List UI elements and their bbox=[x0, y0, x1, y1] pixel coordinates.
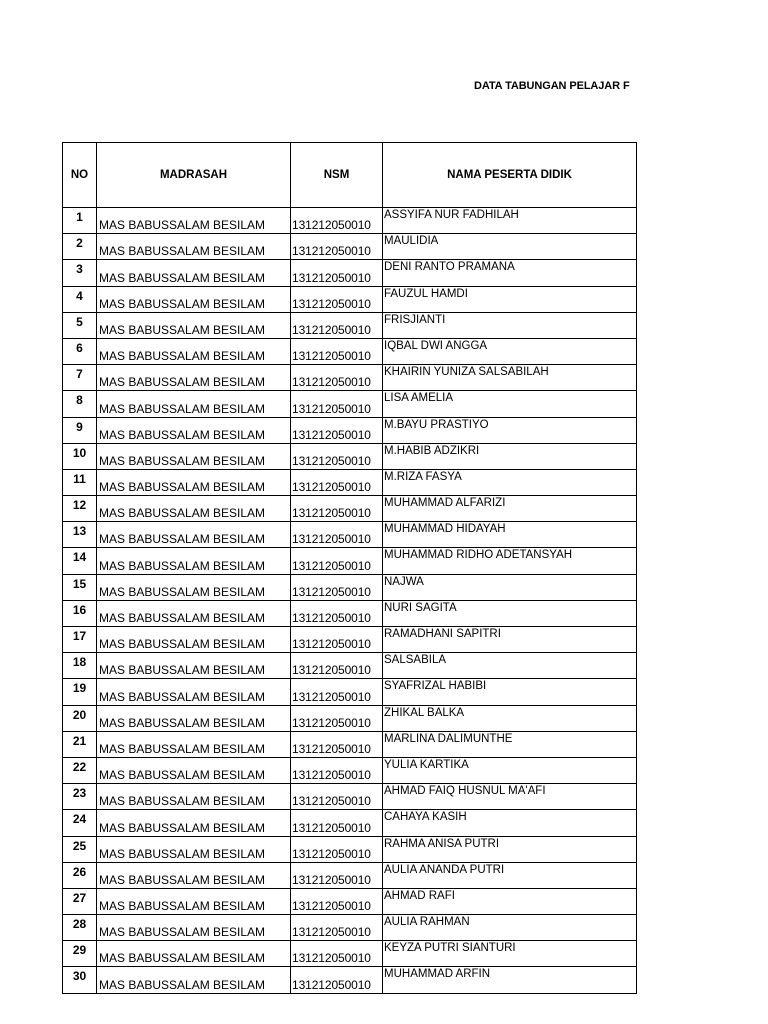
cell-madrasah: MAS BABUSSALAM BESILAM bbox=[97, 627, 291, 653]
cell-nsm: 131212050010 bbox=[291, 757, 383, 783]
table-row bbox=[63, 862, 637, 888]
cell-nsm: 131212050010 bbox=[291, 548, 383, 574]
cell-no: 16 bbox=[63, 600, 97, 626]
cell-madrasah: MAS BABUSSALAM BESILAM bbox=[97, 391, 291, 417]
cell-nama: SYAFRIZAL HABIBI bbox=[383, 679, 637, 705]
cell-nama: AULIA ANANDA PUTRI bbox=[383, 862, 637, 888]
cell-nama: IQBAL DWI ANGGA bbox=[383, 338, 637, 364]
cell-nsm: 131212050010 bbox=[291, 627, 383, 653]
table-row bbox=[63, 600, 637, 626]
cell-no: 8 bbox=[63, 391, 97, 417]
table-row bbox=[63, 234, 637, 260]
cell-nama: ASSYIFA NUR FADHILAH bbox=[383, 208, 637, 234]
cell-nama: RAMADHANI SAPITRI bbox=[383, 627, 637, 653]
cell-nsm: 131212050010 bbox=[291, 784, 383, 810]
document-title: DATA TABUNGAN PELAJAR F bbox=[474, 80, 630, 92]
cell-nama: M.RIZA FASYA bbox=[383, 469, 637, 495]
table-row bbox=[63, 496, 637, 522]
cell-nama: AHMAD RAFI bbox=[383, 888, 637, 914]
table-row bbox=[63, 810, 637, 836]
cell-madrasah: MAS BABUSSALAM BESILAM bbox=[97, 862, 291, 888]
cell-no: 6 bbox=[63, 338, 97, 364]
cell-madrasah: MAS BABUSSALAM BESILAM bbox=[97, 600, 291, 626]
cell-nsm: 131212050010 bbox=[291, 653, 383, 679]
cell-nama: MUHAMMAD RIDHO ADETANSYAH bbox=[383, 548, 637, 574]
cell-nama: LISA AMELIA bbox=[383, 391, 637, 417]
cell-nama: MARLINA DALIMUNTHE bbox=[383, 731, 637, 757]
cell-madrasah: MAS BABUSSALAM BESILAM bbox=[97, 915, 291, 941]
cell-madrasah: MAS BABUSSALAM BESILAM bbox=[97, 574, 291, 600]
cell-nsm: 131212050010 bbox=[291, 260, 383, 286]
table-row bbox=[63, 260, 637, 286]
cell-madrasah: MAS BABUSSALAM BESILAM bbox=[97, 443, 291, 469]
cell-nsm: 131212050010 bbox=[291, 941, 383, 967]
cell-nama: M.HABIB ADZIKRI bbox=[383, 443, 637, 469]
table-row bbox=[63, 888, 637, 914]
cell-madrasah: MAS BABUSSALAM BESILAM bbox=[97, 679, 291, 705]
cell-nama: SALSABILA bbox=[383, 653, 637, 679]
cell-nsm: 131212050010 bbox=[291, 417, 383, 443]
cell-nsm: 131212050010 bbox=[291, 679, 383, 705]
table-row bbox=[63, 443, 637, 469]
table-row bbox=[63, 548, 637, 574]
table-row bbox=[63, 627, 637, 653]
cell-nsm: 131212050010 bbox=[291, 862, 383, 888]
cell-nama: KHAIRIN YUNIZA SALSABILAH bbox=[383, 365, 637, 391]
cell-madrasah: MAS BABUSSALAM BESILAM bbox=[97, 469, 291, 495]
cell-madrasah: MAS BABUSSALAM BESILAM bbox=[97, 836, 291, 862]
cell-nsm: 131212050010 bbox=[291, 731, 383, 757]
cell-nsm: 131212050010 bbox=[291, 574, 383, 600]
cell-nsm: 131212050010 bbox=[291, 234, 383, 260]
table-row bbox=[63, 967, 637, 993]
cell-nsm: 131212050010 bbox=[291, 391, 383, 417]
cell-no: 1 bbox=[63, 208, 97, 234]
cell-madrasah: MAS BABUSSALAM BESILAM bbox=[97, 260, 291, 286]
cell-no: 14 bbox=[63, 548, 97, 574]
cell-madrasah: MAS BABUSSALAM BESILAM bbox=[97, 312, 291, 338]
cell-madrasah: MAS BABUSSALAM BESILAM bbox=[97, 417, 291, 443]
table-row bbox=[63, 417, 637, 443]
cell-madrasah: MAS BABUSSALAM BESILAM bbox=[97, 705, 291, 731]
cell-no: 23 bbox=[63, 784, 97, 810]
cell-madrasah: MAS BABUSSALAM BESILAM bbox=[97, 784, 291, 810]
table-row bbox=[63, 941, 637, 967]
cell-madrasah: MAS BABUSSALAM BESILAM bbox=[97, 365, 291, 391]
cell-no: 11 bbox=[63, 469, 97, 495]
cell-no: 26 bbox=[63, 862, 97, 888]
cell-no: 13 bbox=[63, 522, 97, 548]
cell-nama: M.BAYU PRASTIYO bbox=[383, 417, 637, 443]
table-row bbox=[63, 574, 637, 600]
cell-nama: NURI SAGITA bbox=[383, 600, 637, 626]
cell-nama: AULIA RAHMAN bbox=[383, 915, 637, 941]
cell-no: 30 bbox=[63, 967, 97, 993]
table-row bbox=[63, 836, 637, 862]
cell-nsm: 131212050010 bbox=[291, 286, 383, 312]
cell-no: 21 bbox=[63, 731, 97, 757]
header-nama-peserta-didik: NAMA PESERTA DIDIK bbox=[383, 143, 637, 208]
table-body bbox=[63, 208, 637, 994]
table-row bbox=[63, 208, 637, 234]
table-row bbox=[63, 312, 637, 338]
cell-madrasah: MAS BABUSSALAM BESILAM bbox=[97, 810, 291, 836]
cell-no: 19 bbox=[63, 679, 97, 705]
header-no: NO bbox=[63, 143, 97, 208]
cell-no: 12 bbox=[63, 496, 97, 522]
cell-nama: CAHAYA KASIH bbox=[383, 810, 637, 836]
table-row bbox=[63, 365, 637, 391]
table-row bbox=[63, 338, 637, 364]
cell-madrasah: MAS BABUSSALAM BESILAM bbox=[97, 522, 291, 548]
cell-nsm: 131212050010 bbox=[291, 967, 383, 993]
cell-nsm: 131212050010 bbox=[291, 496, 383, 522]
cell-nsm: 131212050010 bbox=[291, 208, 383, 234]
cell-nama: NAJWA bbox=[383, 574, 637, 600]
cell-no: 2 bbox=[63, 234, 97, 260]
cell-madrasah: MAS BABUSSALAM BESILAM bbox=[97, 234, 291, 260]
cell-no: 28 bbox=[63, 915, 97, 941]
cell-no: 9 bbox=[63, 417, 97, 443]
table-row bbox=[63, 679, 637, 705]
cell-nsm: 131212050010 bbox=[291, 338, 383, 364]
cell-no: 18 bbox=[63, 653, 97, 679]
cell-nsm: 131212050010 bbox=[291, 888, 383, 914]
cell-madrasah: MAS BABUSSALAM BESILAM bbox=[97, 208, 291, 234]
cell-nama: RAHMA ANISA PUTRI bbox=[383, 836, 637, 862]
cell-no: 24 bbox=[63, 810, 97, 836]
table-row bbox=[63, 731, 637, 757]
cell-no: 29 bbox=[63, 941, 97, 967]
cell-no: 17 bbox=[63, 627, 97, 653]
cell-nama: KEYZA PUTRI SIANTURI bbox=[383, 941, 637, 967]
cell-nsm: 131212050010 bbox=[291, 915, 383, 941]
cell-madrasah: MAS BABUSSALAM BESILAM bbox=[97, 941, 291, 967]
table-row bbox=[63, 391, 637, 417]
cell-no: 10 bbox=[63, 443, 97, 469]
cell-nama: MUHAMMAD ALFARIZI bbox=[383, 496, 637, 522]
table-row bbox=[63, 653, 637, 679]
table-row bbox=[63, 757, 637, 783]
table-row bbox=[63, 286, 637, 312]
cell-nsm: 131212050010 bbox=[291, 705, 383, 731]
table-row bbox=[63, 784, 637, 810]
table-header-row bbox=[63, 143, 637, 208]
cell-nsm: 131212050010 bbox=[291, 836, 383, 862]
cell-madrasah: MAS BABUSSALAM BESILAM bbox=[97, 731, 291, 757]
cell-no: 22 bbox=[63, 757, 97, 783]
header-nsm: NSM bbox=[291, 143, 383, 208]
cell-nsm: 131212050010 bbox=[291, 600, 383, 626]
cell-no: 4 bbox=[63, 286, 97, 312]
cell-nama: FAUZUL HAMDI bbox=[383, 286, 637, 312]
table-row bbox=[63, 915, 637, 941]
cell-madrasah: MAS BABUSSALAM BESILAM bbox=[97, 757, 291, 783]
table-row bbox=[63, 522, 637, 548]
cell-madrasah: MAS BABUSSALAM BESILAM bbox=[97, 338, 291, 364]
cell-no: 15 bbox=[63, 574, 97, 600]
cell-nama: MUHAMMAD ARFIN bbox=[383, 967, 637, 993]
student-table bbox=[62, 142, 637, 994]
cell-madrasah: MAS BABUSSALAM BESILAM bbox=[97, 967, 291, 993]
cell-nsm: 131212050010 bbox=[291, 522, 383, 548]
cell-nsm: 131212050010 bbox=[291, 469, 383, 495]
cell-madrasah: MAS BABUSSALAM BESILAM bbox=[97, 286, 291, 312]
cell-nama: MAULIDIA bbox=[383, 234, 637, 260]
cell-madrasah: MAS BABUSSALAM BESILAM bbox=[97, 496, 291, 522]
cell-nsm: 131212050010 bbox=[291, 312, 383, 338]
cell-no: 5 bbox=[63, 312, 97, 338]
header-madrasah: MADRASAH bbox=[97, 143, 291, 208]
cell-madrasah: MAS BABUSSALAM BESILAM bbox=[97, 888, 291, 914]
cell-nama: DENI RANTO PRAMANA bbox=[383, 260, 637, 286]
table-row bbox=[63, 705, 637, 731]
cell-nama: MUHAMMAD HIDAYAH bbox=[383, 522, 637, 548]
cell-no: 20 bbox=[63, 705, 97, 731]
cell-nsm: 131212050010 bbox=[291, 810, 383, 836]
cell-nama: AHMAD FAIQ HUSNUL MA'AFI bbox=[383, 784, 637, 810]
cell-no: 7 bbox=[63, 365, 97, 391]
cell-nsm: 131212050010 bbox=[291, 365, 383, 391]
cell-nsm: 131212050010 bbox=[291, 443, 383, 469]
cell-nama: YULIA KARTIKA bbox=[383, 757, 637, 783]
cell-no: 3 bbox=[63, 260, 97, 286]
cell-nama: ZHIKAL BALKA bbox=[383, 705, 637, 731]
cell-no: 27 bbox=[63, 888, 97, 914]
cell-nama: FRISJIANTI bbox=[383, 312, 637, 338]
cell-no: 25 bbox=[63, 836, 97, 862]
table-row bbox=[63, 469, 637, 495]
cell-madrasah: MAS BABUSSALAM BESILAM bbox=[97, 653, 291, 679]
cell-madrasah: MAS BABUSSALAM BESILAM bbox=[97, 548, 291, 574]
